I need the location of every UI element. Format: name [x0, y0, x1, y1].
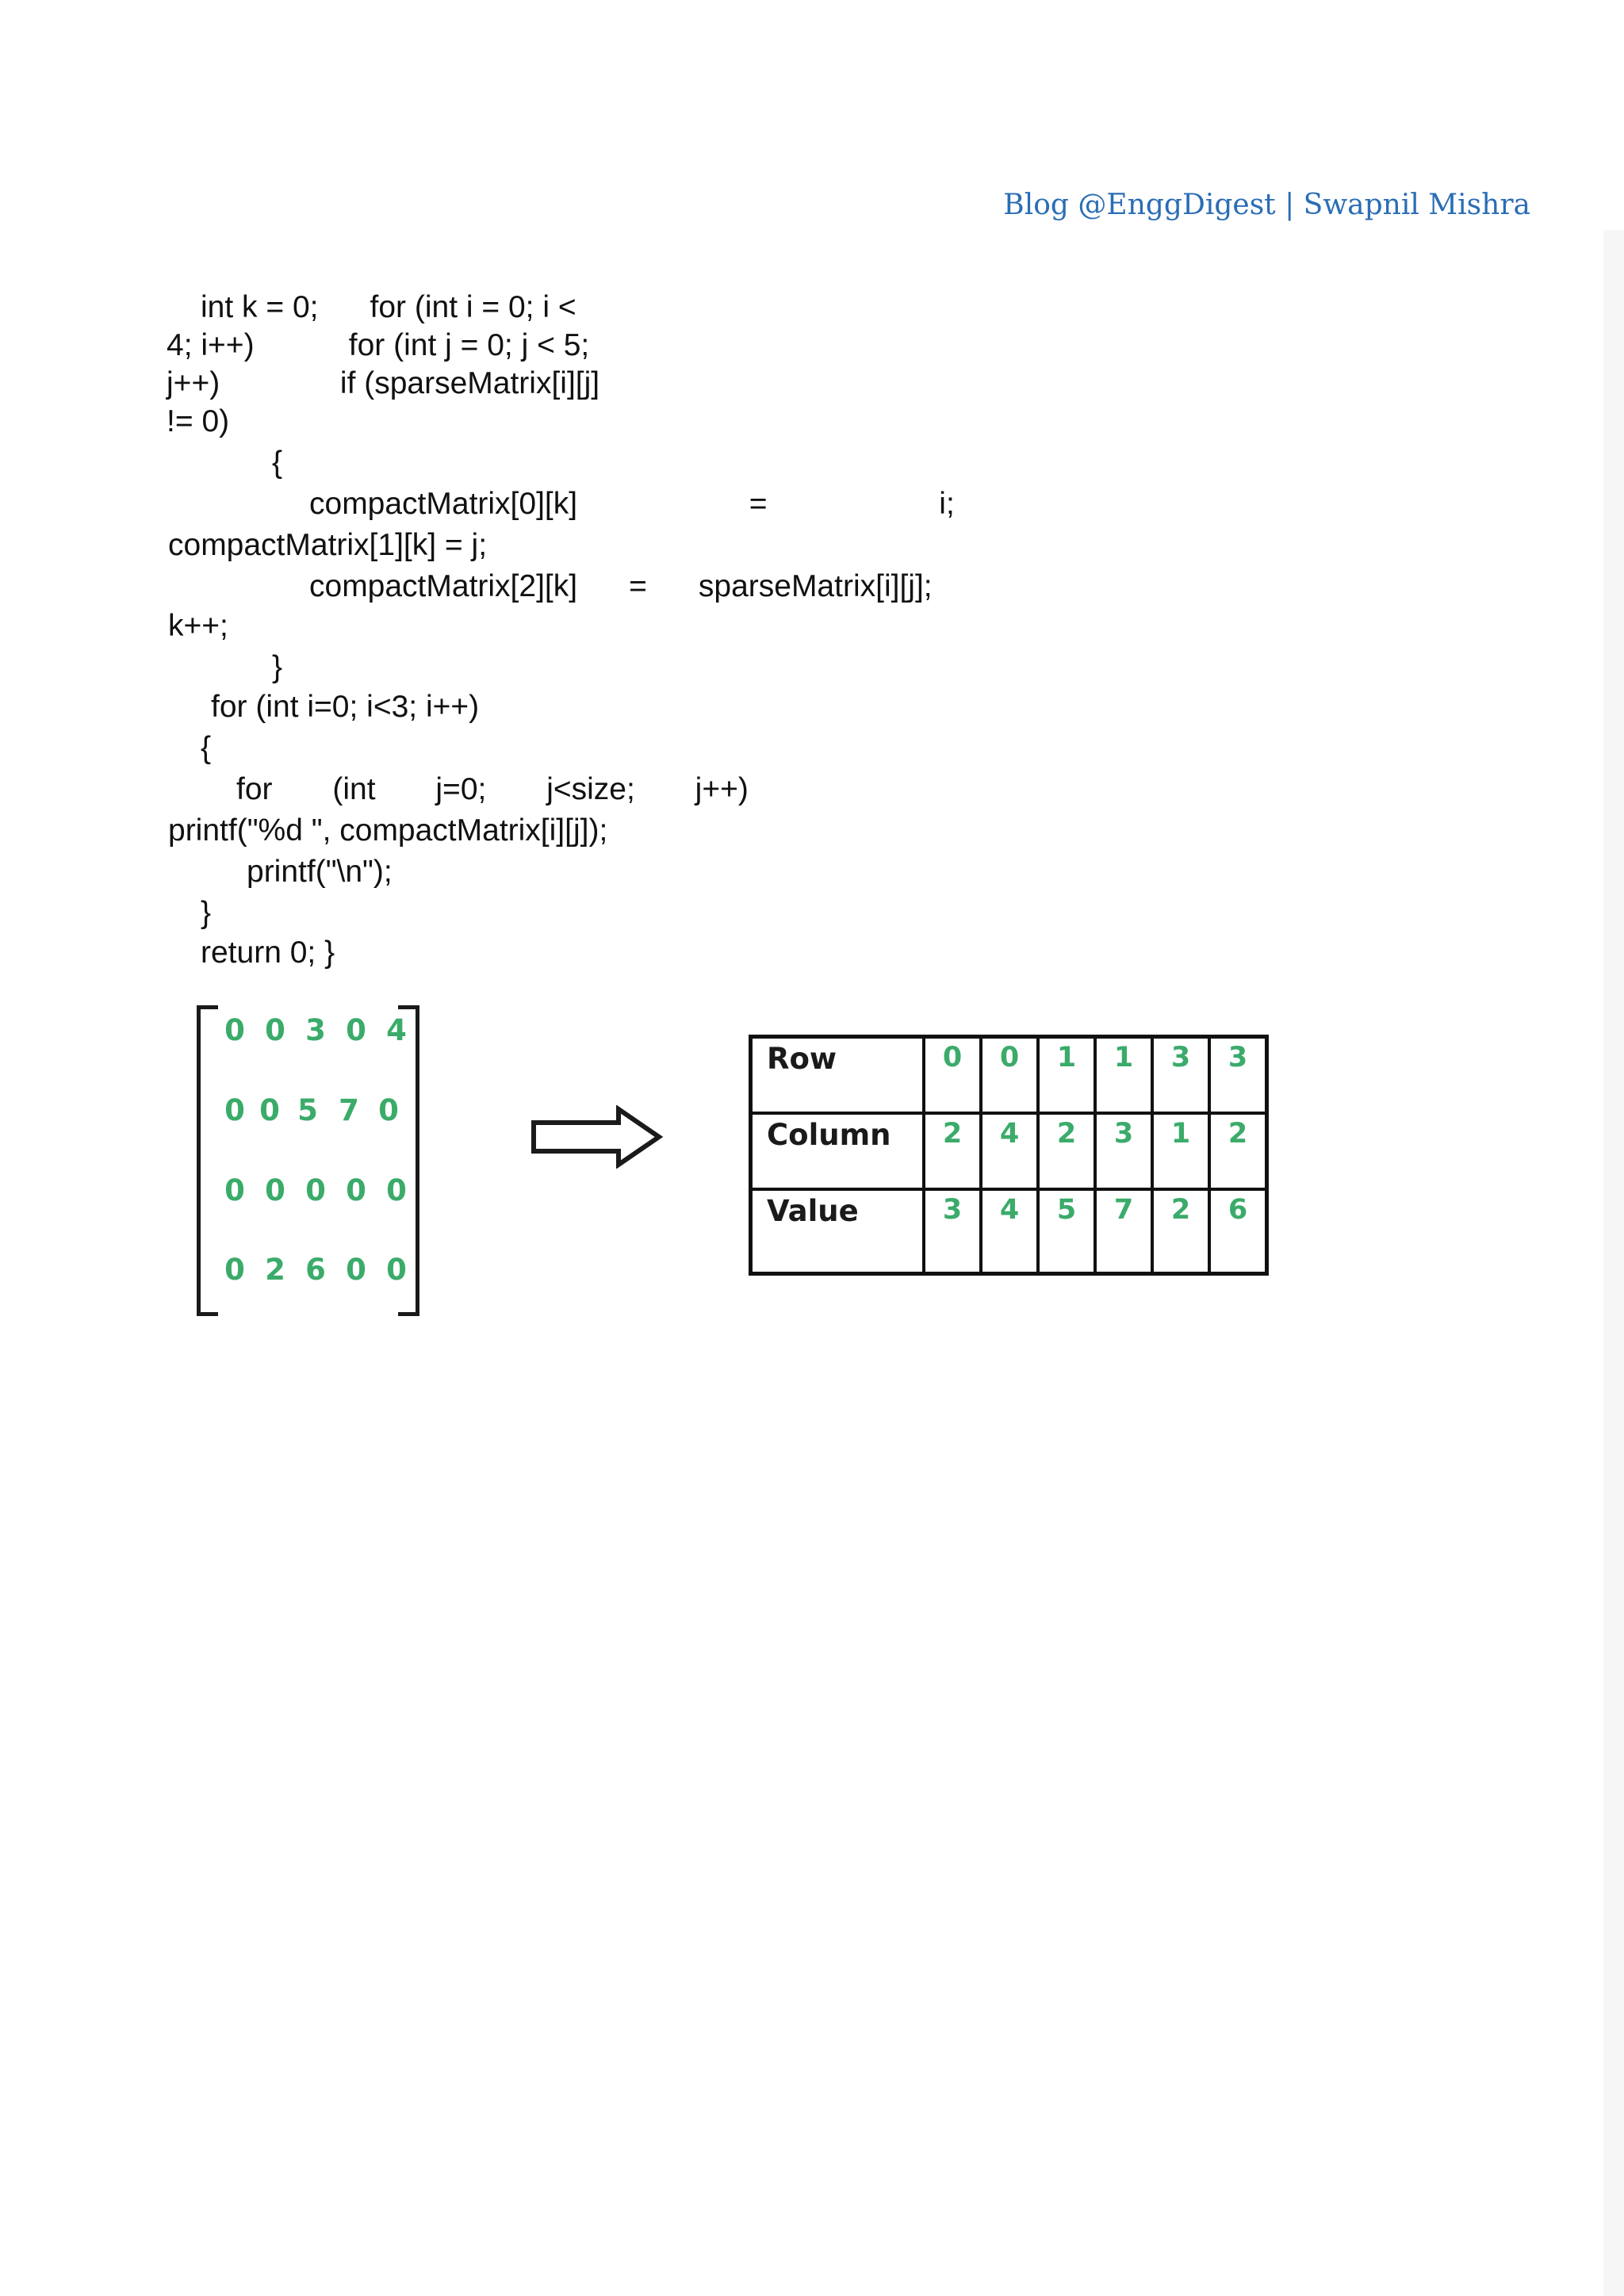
matrix-cell: 2 [265, 1253, 285, 1287]
matrix-cell: 5 [297, 1093, 318, 1127]
blog-header: Blog @EnggDigest | Swapnil Mishra [1003, 189, 1530, 221]
table-cell: 3 [1095, 1113, 1152, 1189]
matrix-cell: 0 [346, 1013, 366, 1047]
table-cell: 4 [981, 1113, 1038, 1189]
matrix-cell: 0 [378, 1093, 399, 1127]
matrix-cell: 0 [305, 1173, 326, 1207]
code-line: 4; i++) for (int j = 0; j < 5; [167, 328, 590, 362]
matrix-cell: 0 [224, 1093, 245, 1127]
matrix-cell: 0 [265, 1173, 285, 1207]
matrix-cell: 0 [265, 1013, 285, 1047]
code-line: j++) if (sparseMatrix[i][j] [167, 366, 600, 400]
code-line: { [272, 446, 283, 480]
matrix-cell: 0 [386, 1173, 407, 1207]
code-line: k++; [168, 609, 228, 643]
right-arrow-icon [530, 1105, 665, 1169]
sparse-matrix [182, 1001, 444, 1314]
table-cell: 1 [1152, 1113, 1209, 1189]
matrix-cell: 0 [386, 1253, 407, 1287]
matrix-cell: 7 [339, 1093, 359, 1127]
matrix-cell: 4 [386, 1013, 407, 1047]
matrix-cell: 0 [259, 1093, 280, 1127]
row-header: Row [751, 1037, 925, 1114]
matrix-cell: 0 [224, 1253, 245, 1287]
table-row [751, 1113, 1267, 1189]
code-line: != 0) [167, 404, 230, 438]
table-cell: 3 [1209, 1037, 1267, 1114]
matrix-cell: 6 [305, 1253, 326, 1287]
table-cell: 2 [1038, 1113, 1095, 1189]
code-line: { [201, 731, 212, 765]
table-row [751, 1189, 1267, 1274]
table-cell: 2 [924, 1113, 981, 1189]
matrix-cell: 0 [346, 1173, 366, 1207]
table-cell: 2 [1152, 1189, 1209, 1274]
code-line: compactMatrix[1][k] = j; [168, 528, 488, 562]
code-line: printf("%d ", compactMatrix[i][j]); [168, 813, 608, 848]
table-cell: 7 [1095, 1189, 1152, 1274]
code-line: return 0; } [201, 936, 335, 970]
page-edge-shade [1603, 230, 1624, 2296]
matrix-cell: 0 [224, 1173, 245, 1207]
code-line: compactMatrix[0][k] = i; [309, 487, 955, 521]
table-row [751, 1037, 1267, 1114]
table-cell: 3 [924, 1189, 981, 1274]
table-cell: 3 [1152, 1037, 1209, 1114]
code-line: for (int i=0; i<3; i++) [211, 690, 480, 724]
matrix-cell: 0 [224, 1013, 245, 1047]
table-cell: 2 [1209, 1113, 1267, 1189]
table-cell: 1 [1095, 1037, 1152, 1114]
row-header: Value [751, 1189, 925, 1274]
matrix-cell: 0 [346, 1253, 366, 1287]
code-line: } [201, 896, 212, 930]
table-cell: 5 [1038, 1189, 1095, 1274]
code-line: compactMatrix[2][k] = sparseMatrix[i][j]; [309, 569, 933, 603]
matrix-left-bracket [197, 1005, 218, 1316]
table-cell: 6 [1209, 1189, 1267, 1274]
code-line: printf("\n"); [247, 855, 393, 889]
table-cell: 1 [1038, 1037, 1095, 1114]
matrix-cell: 3 [305, 1013, 326, 1047]
code-line: for (int j=0; j<size; j++) [236, 772, 749, 806]
row-header: Column [751, 1113, 925, 1189]
table-cell: 0 [924, 1037, 981, 1114]
table-cell: 4 [981, 1189, 1038, 1274]
code-line: int k = 0; for (int i = 0; i < [201, 290, 576, 324]
compact-matrix-table [749, 1035, 1269, 1276]
code-line: } [272, 650, 283, 684]
table-cell: 0 [981, 1037, 1038, 1114]
